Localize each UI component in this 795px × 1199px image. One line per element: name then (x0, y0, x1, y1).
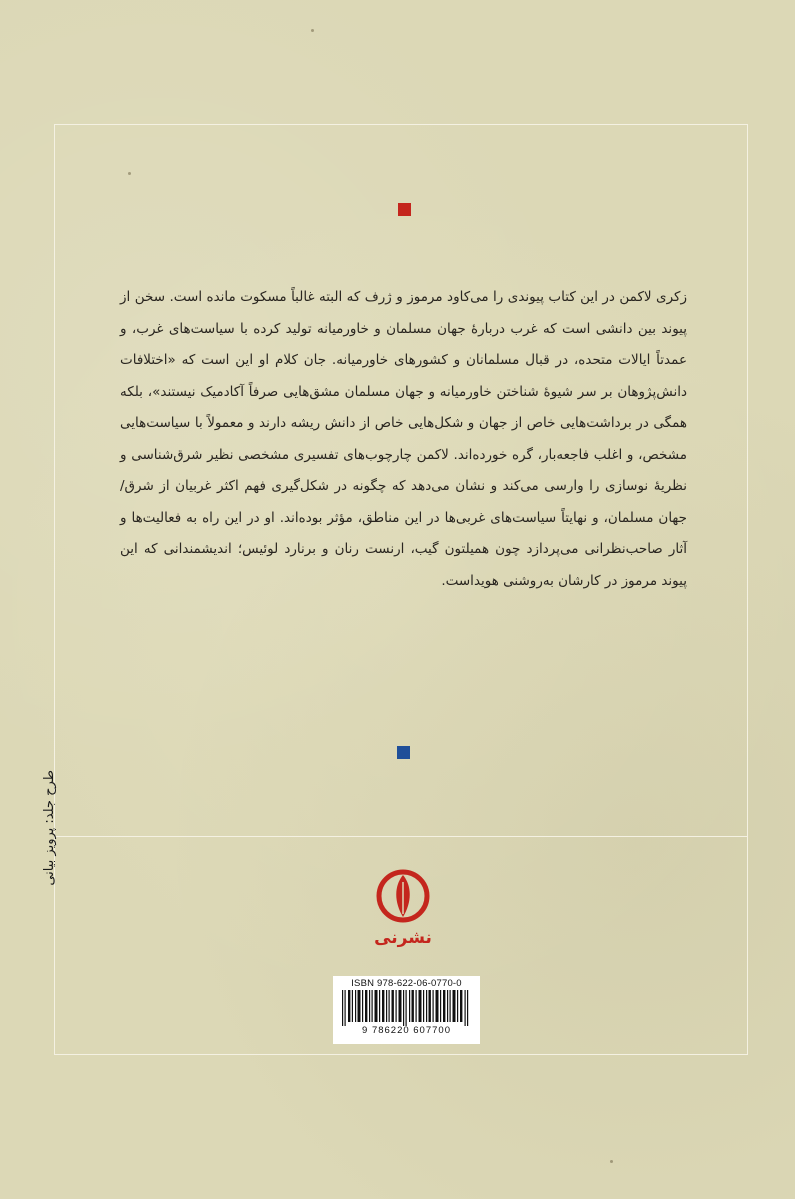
cover-designer-credit: طرح جلد: پرویز بیانی (42, 770, 57, 886)
paper-speck (610, 1160, 613, 1163)
frame-divider (54, 836, 748, 837)
paper-speck (311, 29, 314, 32)
barcode-digits: 9 786220 607700 (362, 1025, 451, 1036)
publisher-name: نشرنی (374, 928, 432, 948)
blue-square-ornament (397, 746, 410, 759)
red-square-ornament (398, 203, 411, 216)
isbn-barcode-block (333, 976, 480, 1044)
isbn-label: ISBN 978-622-06-0770-0 (351, 978, 462, 989)
back-cover-blurb: زکری لاکمن در این کتاب پیوندی را می‌کاود مرموز و ژرف که البته غالباً مسکوت مانده است. سخن از پیوند بین دانشی است که غرب دربارهٔ جهان مسلمان و خاورمیانه تولید کرده با سیاست‌های غرب، و عمدتاً ایالات متحده، در قبال مسلمانان و کشورهای خاورمیانه. جان کلام او این است که «اختلافات دانش‌پژوهان بر سر شیوهٔ شناختن خاورمیانه و جهان مسلمان مشق‌هایی صرفاً آکادمیک نیستند»، بلکه همگی در برداشت‌هایی خاص از جهان و شکل‌هایی خاص از دانش ریشه دارند و معمولاً با سیاست‌هایی مشخص، و اغلب فاجعه‌بار، گره خورده‌اند. لاکمن چارچوب‌های تفسیری مشخصی نظیر شرق‌شناسی و نظریهٔ نوسازی را وارسی می‌کند و نشان می‌دهد که چگونه در شکل‌گیری فهم اکثر غربیان از شرق/جهان مسلمان، و نهایتاً سیاست‌های غربی‌ها در این مناطق، مؤثر بوده‌اند. او در این راه به فعالیت‌ها و آثار صاحب‌نظرانی می‌پردازد چون همیلتون گیب، ارنست رنان و برنارد لوئیس؛ اندیشمندانی که این پیوند مرموز در کارشان به‌روشنی هویداست. (120, 289, 687, 589)
paper-speck (128, 172, 131, 175)
barcode-icon (340, 990, 474, 1026)
